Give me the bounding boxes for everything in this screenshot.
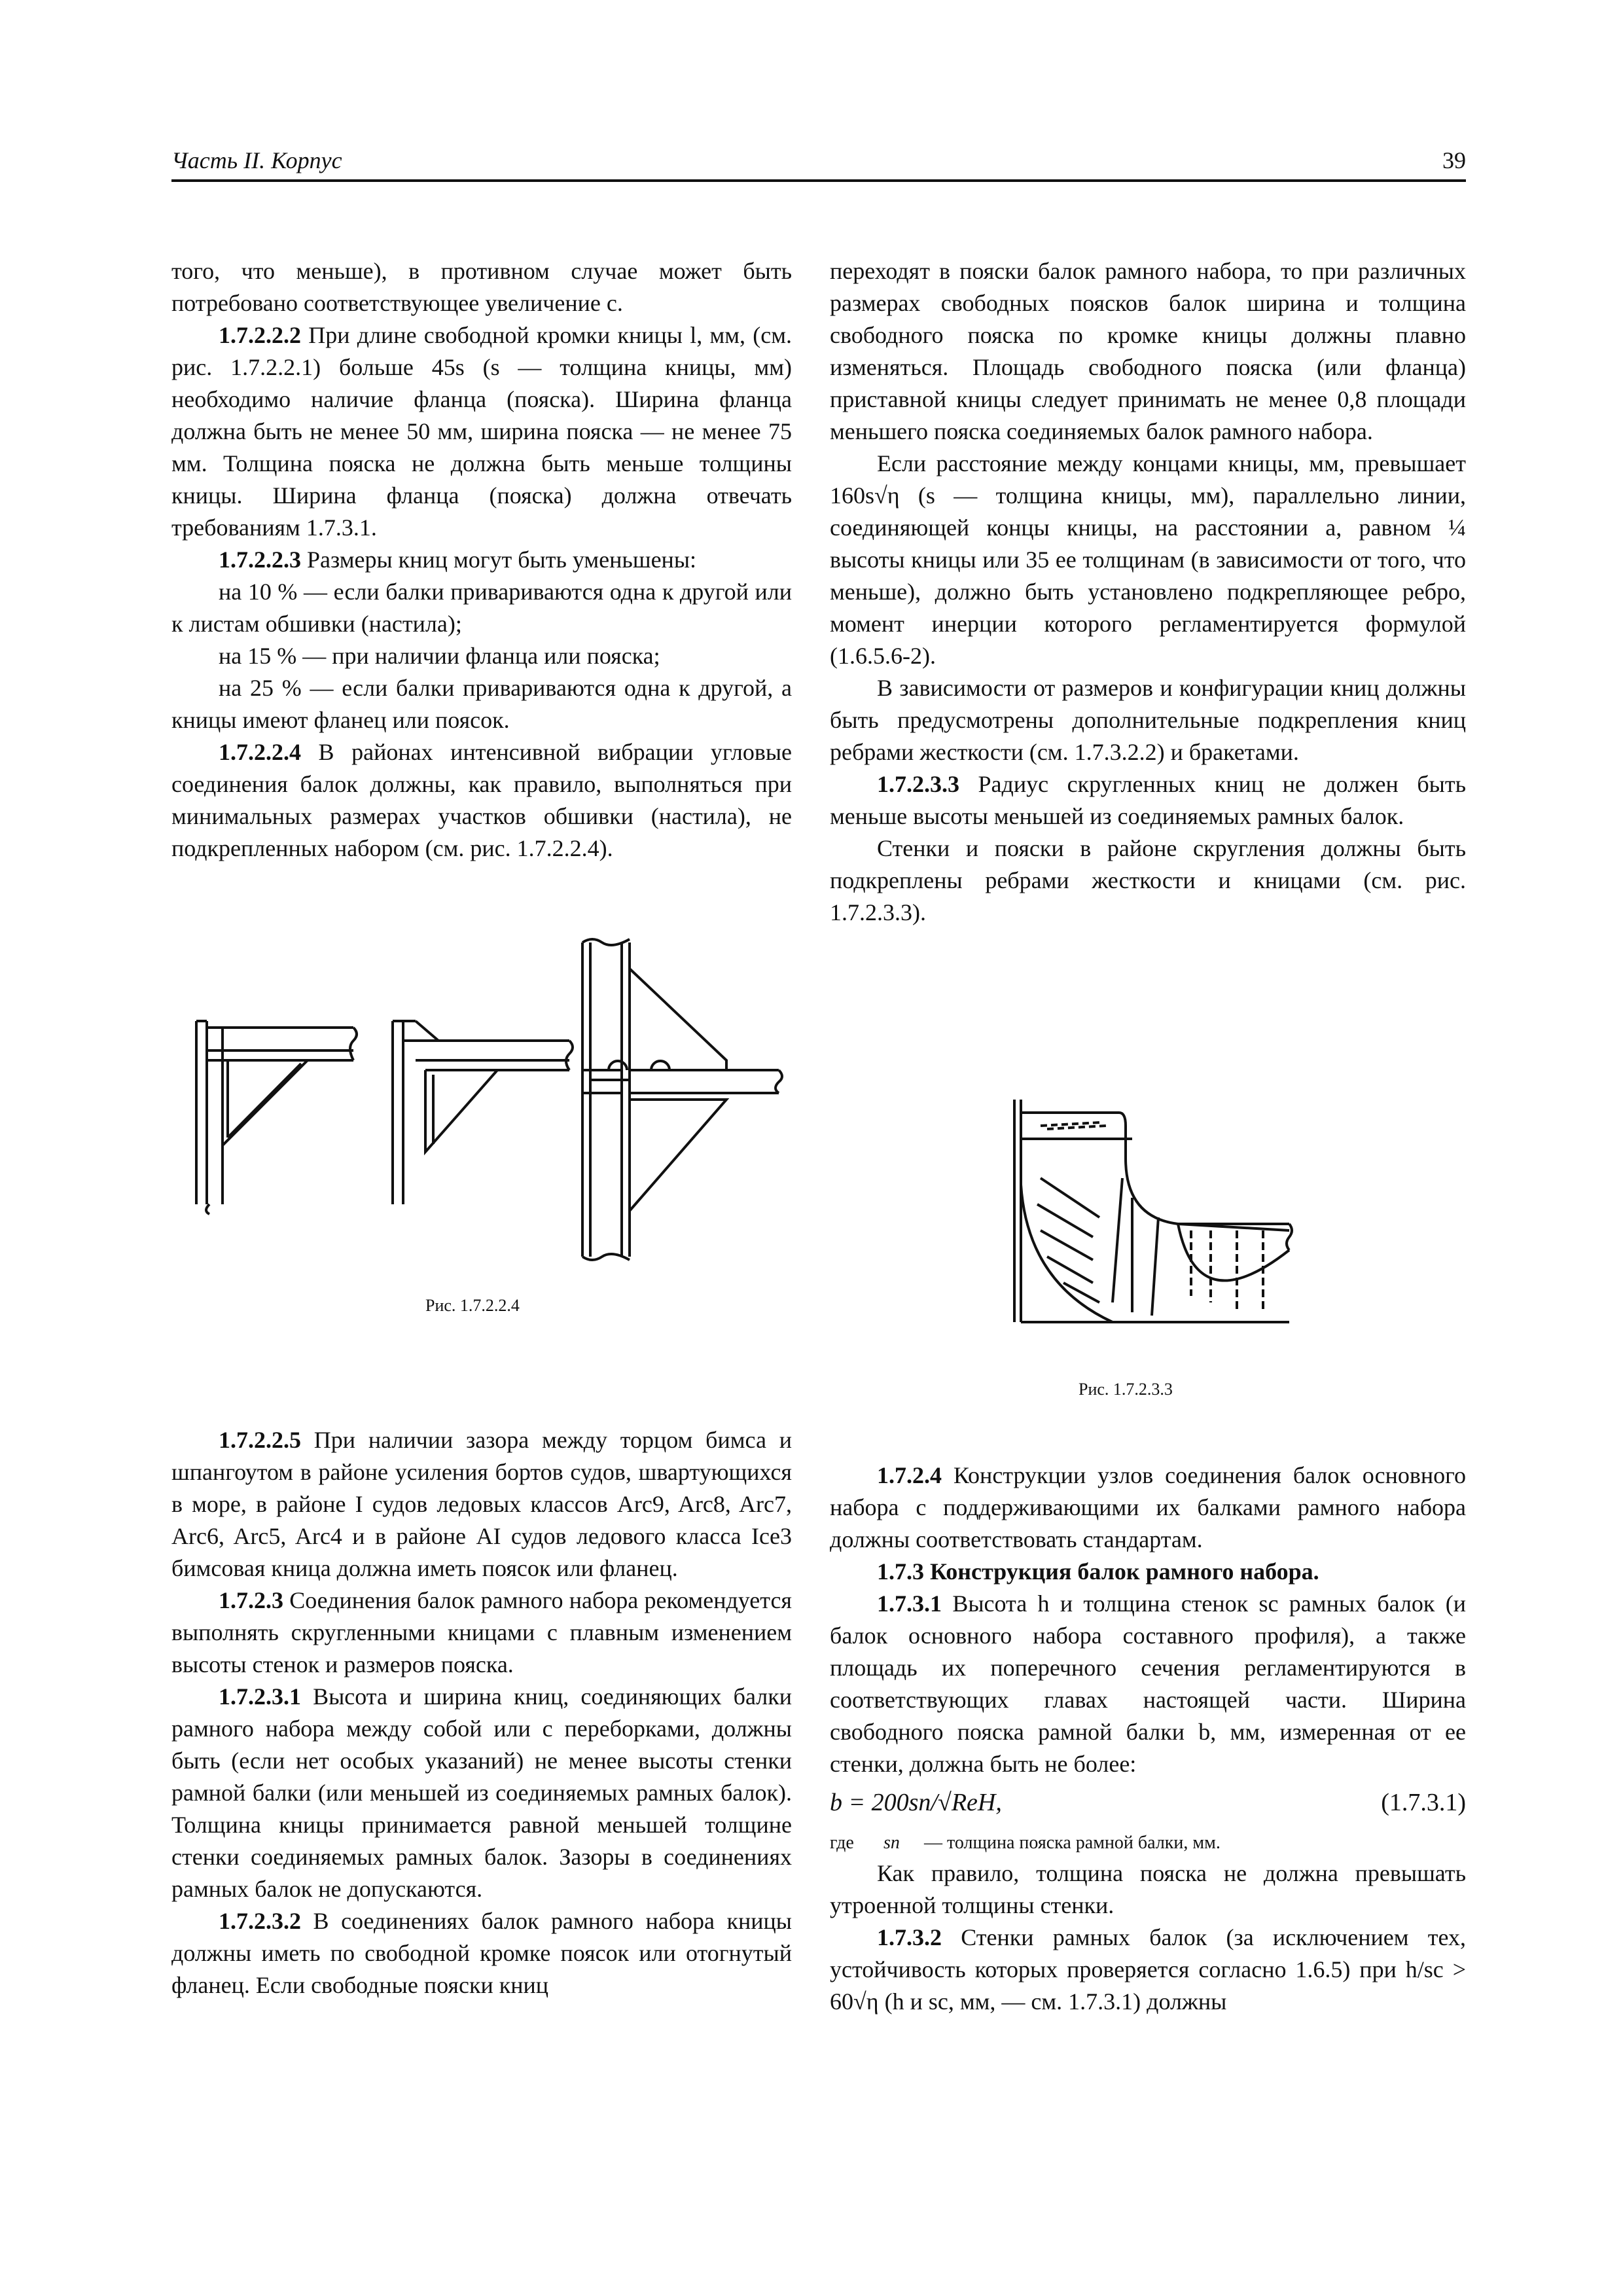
paragraph: 1.7.3.2 Стенки рамных балок (за исключением тех, устойчивость которых проверяется согласно 1.6.5) при h/sc > 60√η (h и sc, мм, — см. 1.7.3.1) должны	[830, 1924, 1466, 2015]
paragraph: 1.7.2.3.2 В соединениях балок рамного набора кницы должны иметь по свободной кромке поясок или отогнутый фланец. Если свободные пояски книц	[171, 1908, 792, 1998]
left-column-top	[171, 255, 792, 865]
figure-caption: Рис. 1.7.2.3.3	[1079, 1380, 1173, 1399]
page-number: 39	[1442, 147, 1466, 173]
paragraph: Стенки и пояски в районе скругления должны быть подкреплены ребрами жесткости и кницами (см. рис. 1.7.2.3.3).	[830, 835, 1466, 925]
section-number: 1.7.2.2.4	[219, 739, 301, 765]
right-column-top	[830, 255, 1466, 929]
paragraph: 1.7.2.3.3 Радиус скругленных книц не должен быть меньше высоты меньшей из соединяемых рамных балок.	[830, 771, 1466, 829]
formula-expression: b = 200sп/√ReH,	[830, 1789, 1002, 1816]
paragraph: 1.7.2.3 Соединения балок рамного набора рекомендуется выполнять скругленными кницами с плавным изменением высоты стенок и размеров пояска.	[171, 1587, 792, 1677]
paragraph: Как правило, толщина пояска не должна превышать утроенной толщины стенки.	[830, 1860, 1466, 1918]
paragraph: на 25 % — если балки привариваются одна к другой, а кницы имеют фланец или поясок.	[171, 675, 792, 733]
paragraph: 1.7.2.2.4 В районах интенсивной вибрации угловые соединения балок должны, как правило, выполняться при минимальных размерах участков обшивки (настила), не подкрепленных набором (см. рис. 1.7.2.2.4).	[171, 739, 792, 861]
left-column-bottom	[171, 1424, 792, 2001]
formula	[830, 1787, 1466, 1826]
figure-caption: Рис. 1.7.2.2.4	[425, 1296, 520, 1315]
paragraph: 1.7.2.2.3 Размеры книц могут быть уменьшены:	[219, 547, 697, 573]
section-number: 1.7.3.1	[877, 1590, 942, 1617]
bracket-sketch-2	[393, 1021, 573, 1204]
paragraph: 1.7.2.4 Конструкции узлов соединения балок основного набора с поддерживающими их балками рамного набора должны соответствовать стандартам.	[830, 1462, 1466, 1552]
paragraph: 1.7.2.2.2 При длине свободной кромки кницы l, мм, (см. рис. 1.7.2.2.1) больше 45s (s — толщина кницы, мм) необходимо наличие фланца (пояска). Ширина фланца должна быть не менее 50 мм, ширина пояска — не менее 75 мм. Толщина пояска не должна быть меньше толщины кницы. Ширина фланца (пояска) должна отвечать требованиям 1.7.3.1.	[171, 322, 792, 541]
paragraph: 1.7.2.3.1 Высота и ширина книц, соединяющих балки рамного набора между собой или с переборками, должны быть (если нет особых указаний) не менее высоты стенки рамной балки (или меньшей из соединяемых рамных балок). Толщина кницы принимается равной меньшей толщине стенки соединяемых рамных балок. Зазоры в соединениях рамных балок не допускаются.	[171, 1683, 792, 1902]
header-title: Часть II. Корпус	[171, 147, 342, 173]
where-text: — толщина пояска рамной балки, мм.	[924, 1833, 1221, 1853]
section-heading: 1.7.3 Конструкция балок рамного набора.	[877, 1558, 1319, 1585]
page-header	[171, 147, 1466, 182]
paragraph: 1.7.2.2.5 При наличии зазора между торцом бимса и шпангоутом в районе усиления бортов судов, швартующихся в море, в районе I судов ледовых классов Arc9, Arc8, Arc7, Arc6, Arc5, Arc4 и в районе AI судов ледового класса Ice3 бимсовая кница должна иметь поясок или фланец.	[171, 1427, 792, 1581]
section-number: 1.7.2.4	[877, 1462, 942, 1488]
bracket-sketch-1	[196, 1021, 357, 1214]
section-number: 1.7.2.3	[219, 1587, 283, 1613]
formula-number: (1.7.3.1)	[1381, 1789, 1466, 1816]
bracket-sketch-3	[582, 939, 782, 1260]
section-number: 1.7.2.2.3	[219, 547, 301, 573]
right-column-bottom	[830, 1460, 1466, 2018]
paragraph: на 10 % — если балки привариваются одна к другой или к листам обшивки (настила);	[171, 579, 792, 637]
where-symbol: sп	[883, 1833, 900, 1853]
paragraph: Если расстояние между концами кницы, мм, превышает 160s√η (s — толщина кницы, мм), параллельно линии, соединяющей концы кницы, на расстоянии a, равном ¼ высоты кницы или 35 ее толщинам (в зависимости от того, что меньше), должно быть установлено подкрепляющее ребро, момент инерции которого регламентируется формулой (1.6.5.6-2).	[830, 450, 1466, 669]
section-number: 1.7.2.2.5	[219, 1427, 301, 1453]
where-word: где	[830, 1833, 854, 1853]
paragraph: В зависимости от размеров и конфигурации книц должны быть предусмотрены дополнительные подкрепления книц ребрами жесткости (см. 1.7.3.2.2) и бракетами.	[830, 675, 1466, 765]
paragraph: 1.7.3.1 Высота h и толщина стенок sc рамных балок (и балок основного набора составного профиля), а также площадь их поперечного сечения регламентируются в соответствующих главах настоящей части. Ширина свободного пояска рамной балки b, мм, измеренная от ее стенки, должна быть не более:	[830, 1590, 1466, 1777]
paragraph: того, что меньше), в противном случае может быть потребовано соответствующее увеличение c.	[171, 258, 792, 316]
paragraph: на 15 % — при наличии фланца или пояска;	[219, 643, 660, 669]
rounded-bracket-figure	[1001, 1086, 1302, 1335]
section-number: 1.7.2.2.2	[219, 322, 301, 348]
section-number: 1.7.2.3.1	[219, 1683, 301, 1710]
bracket-joints-figure	[190, 929, 805, 1270]
section-number: 1.7.2.3.3	[877, 771, 959, 797]
section-number: 1.7.2.3.2	[219, 1908, 301, 1934]
formula-legend	[830, 1829, 1466, 1857]
paragraph: переходят в пояски балок рамного набора, то при различных размерах свободных поясков балок ширина и толщина свободного пояска по кромке кницы должны плавно изменяться. Площадь свободного пояска (или фланца) приставной кницы следует принимать не менее 0,8 площади меньшего пояска соединяемых балок рамного набора.	[830, 258, 1466, 444]
section-number: 1.7.3.2	[877, 1924, 942, 1950]
